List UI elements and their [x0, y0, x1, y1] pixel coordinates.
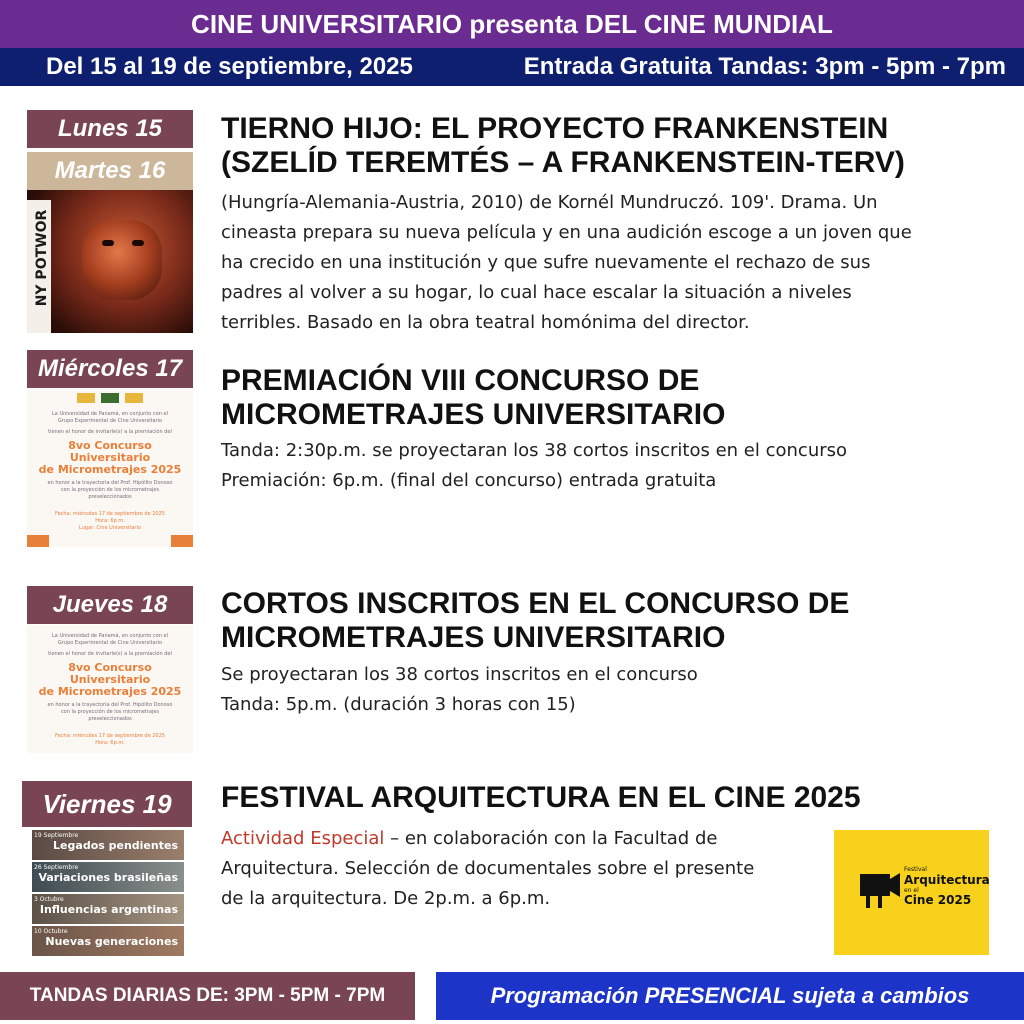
festival-strip: 10 Octubre Nuevas generaciones	[32, 926, 184, 956]
film-poster-text: NY POTWOR	[34, 209, 50, 307]
event3-title: CORTOS INSCRITOS EN EL CONCURSO DE MICROMETRAJES UNIVERSITARIO	[221, 587, 850, 654]
day-label-lunes: Lunes 15	[27, 110, 193, 148]
event2-title: PREMIACIÓN VIII CONCURSO DE MICROMETRAJES UNIVERSITARIO	[221, 364, 726, 431]
event4-title: FESTIVAL ARQUITECTURA EN EL CINE 2025	[221, 781, 861, 814]
contest-poster-thumb-2: La Universidad de Panamá, en conjunto con el Grupo Experimental de Cine Universitario tienen el honor de invitarle(s) a la premiación del 8vo Concurso Universitario de Micrometrajes 2025 en honor a la trayectoria del Prof. Hipólito Donoso con la proyección de los micrometrajes preseleccionados Fecha: miércoles 17 de septiembre de 2025 Hora: 6p.m.	[27, 625, 193, 753]
footer-daily-schedule: TANDAS DIARIAS DE: 3PM - 5PM - 7PM	[0, 972, 415, 1020]
festival-strip: 3 Octubre Influencias argentinas	[32, 894, 184, 924]
event1-title: TIERNO HIJO: EL PROYECTO FRANKENSTEIN (SZELÍD TEREMTÉS – A FRANKENSTEIN-TERV)	[221, 112, 905, 179]
festival-strip: 19 Septiembre Legados pendientes	[32, 830, 184, 860]
header-info-bar	[0, 48, 1024, 86]
event1-description: (Hungría-Alemania-Austria, 2010) de Kornél Mundruczó. 109'. Drama. Un cineasta prepara su nueva película y en una audición escoge a un joven que ha crecido en una institución y que sufre nuevamente el rechazo de sus padres al volver a su hogar, lo cual hace escalar la situación a niveles terribles. Basado en la obra teatral homónima del director.	[221, 192, 912, 333]
event3-description: Se proyectaran los 38 cortos inscritos en el concurso Tanda: 5p.m. (duración 3 horas con 15)	[221, 664, 698, 715]
header-dates: Del 15 al 19 de septiembre, 2025	[46, 53, 413, 80]
special-activity-label: Actividad Especial	[221, 828, 385, 849]
header-title: CINE UNIVERSITARIO presenta DEL CINE MUNDIAL	[0, 0, 1024, 48]
event4-description: Actividad Especial – en colaboración con la Facultad de Arquitectura. Selección de documentales sobre el presente de la arquitectura. De 2p.m. a 6p.m.	[221, 828, 755, 909]
day-label-martes: Martes 16	[27, 152, 193, 190]
footer-notice: Programación PRESENCIAL sujeta a cambios	[436, 972, 1024, 1020]
contest-poster-thumb: La Universidad de Panamá, en conjunto con el Grupo Experimental de Cine Universitario tienen el honor de invitarle(s) a la premiación del 8vo Concurso Universitario de Micrometrajes 2025 en honor a la trayectoria del Prof. Hipólito Donoso con la proyección de los micrometrajes preseleccionados Fecha: miércoles 17 de septiembre de 2025 Hora: 6p.m. Lugar: Cine Universitario	[27, 389, 193, 547]
festival-logo: Festival Arquitectura en el Cine 2025	[834, 830, 989, 955]
day-label-viernes: Viernes 19	[22, 781, 192, 827]
event2-description: Tanda: 2:30p.m. se proyectaran los 38 cortos inscritos en el concurso Premiación: 6p.m. (final del concurso) entrada gratuita	[221, 440, 848, 491]
film-poster-image	[27, 190, 193, 333]
festival-strip: 26 Septiembre Variaciones brasileñas	[32, 862, 184, 892]
day-label-jueves: Jueves 18	[27, 586, 193, 624]
festival-program-thumb	[32, 830, 184, 955]
header-entry: Entrada Gratuita Tandas: 3pm - 5pm - 7pm	[523, 53, 1006, 80]
day-label-miercoles: Miércoles 17	[27, 350, 193, 388]
